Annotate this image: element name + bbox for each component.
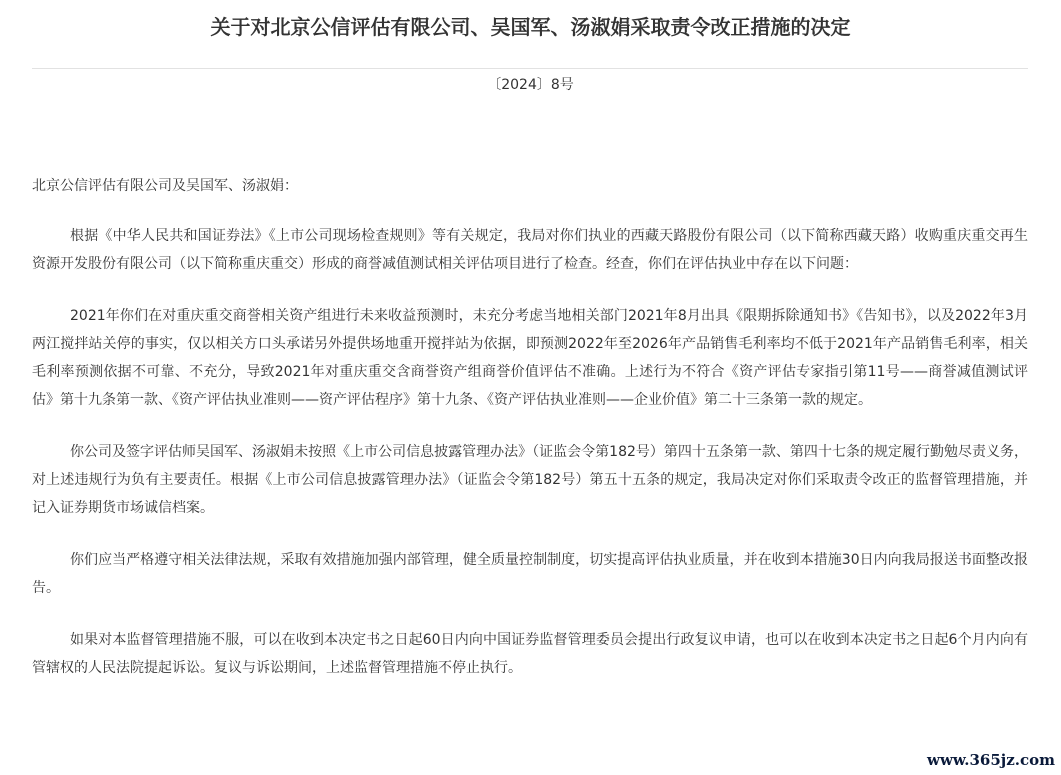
document-title: 关于对北京公信评估有限公司、吴国军、汤淑娟采取责令改正措施的决定	[210, 15, 851, 39]
paragraph-basis: 根据《中华人民共和国证券法》《上市公司现场检查规则》等有关规定，我局对你们执业的西藏天路股份有限公司（以下简称西藏天路）收购重庆重交再生资源开发股份有限公司（以下简称重庆重交）形成的商誉减值测试相关评估项目进行了检查。经查，你们在评估执业中存在以下问题：	[32, 228, 1028, 272]
paragraph-requirements: 你们应当严格遵守相关法律法规，采取有效措施加强内部管理，健全质量控制制度，切实提高评估执业质量，并在收到本措施30日内向我局报送书面整改报告。	[32, 552, 1028, 596]
paragraph-appeal: 如果对本监督管理措施不服，可以在收到本决定书之日起60日内向中国证券监督管理委员会提出行政复议申请，也可以在收到本决定书之日起6个月内向有管辖权的人民法院提起诉讼。复议与诉讼期间，上述监督管理措施不停止执行。	[32, 632, 1028, 676]
paragraph-responsibility: 你公司及签字评估师吴国军、汤淑娟未按照《上市公司信息披露管理办法》（证监会令第182号）第四十五条第一款、第四十七条的规定履行勤勉尽责义务，对上述违规行为负有主要责任。根据《上市公司信息披露管理办法》（证监会令第182号）第五十五条的规定，我局决定对你们采取责令改正的监督管理措施，并记入证券期货市场诚信档案。	[32, 444, 1028, 516]
paragraph-findings: 2021年你们在对重庆重交商誉相关资产组进行未来收益预测时，未充分考虑当地相关部门2021年8月出具《限期拆除通知书》《告知书》，以及2022年3月两江搅拌站关停的事实，仅以相关方口头承诺另外提供场地重开搅拌站为依据，即预测2022年至2026年产品销售毛利率均不低于2021年产品销售毛利率，相关毛利率预测依据不可靠、不充分，导致2021年对重庆重交含商誉资产组商誉价值评估不准确。上述行为不符合《资产评估专家指引第11号——商誉减值测试评估》第十九条第一款、《资产评估执业准则——资产评估程序》第十九条、《资产评估执业准则——企业价值》第二十三条第一款的规定。	[32, 308, 1028, 408]
document-number: 〔2024〕8号	[487, 77, 574, 93]
document-body	[32, 172, 1028, 706]
title-divider	[32, 68, 1028, 69]
salutation: 北京公信评估有限公司及吴国军、汤淑娟：	[32, 178, 298, 194]
site-watermark: www.365jz.com	[927, 751, 1055, 769]
